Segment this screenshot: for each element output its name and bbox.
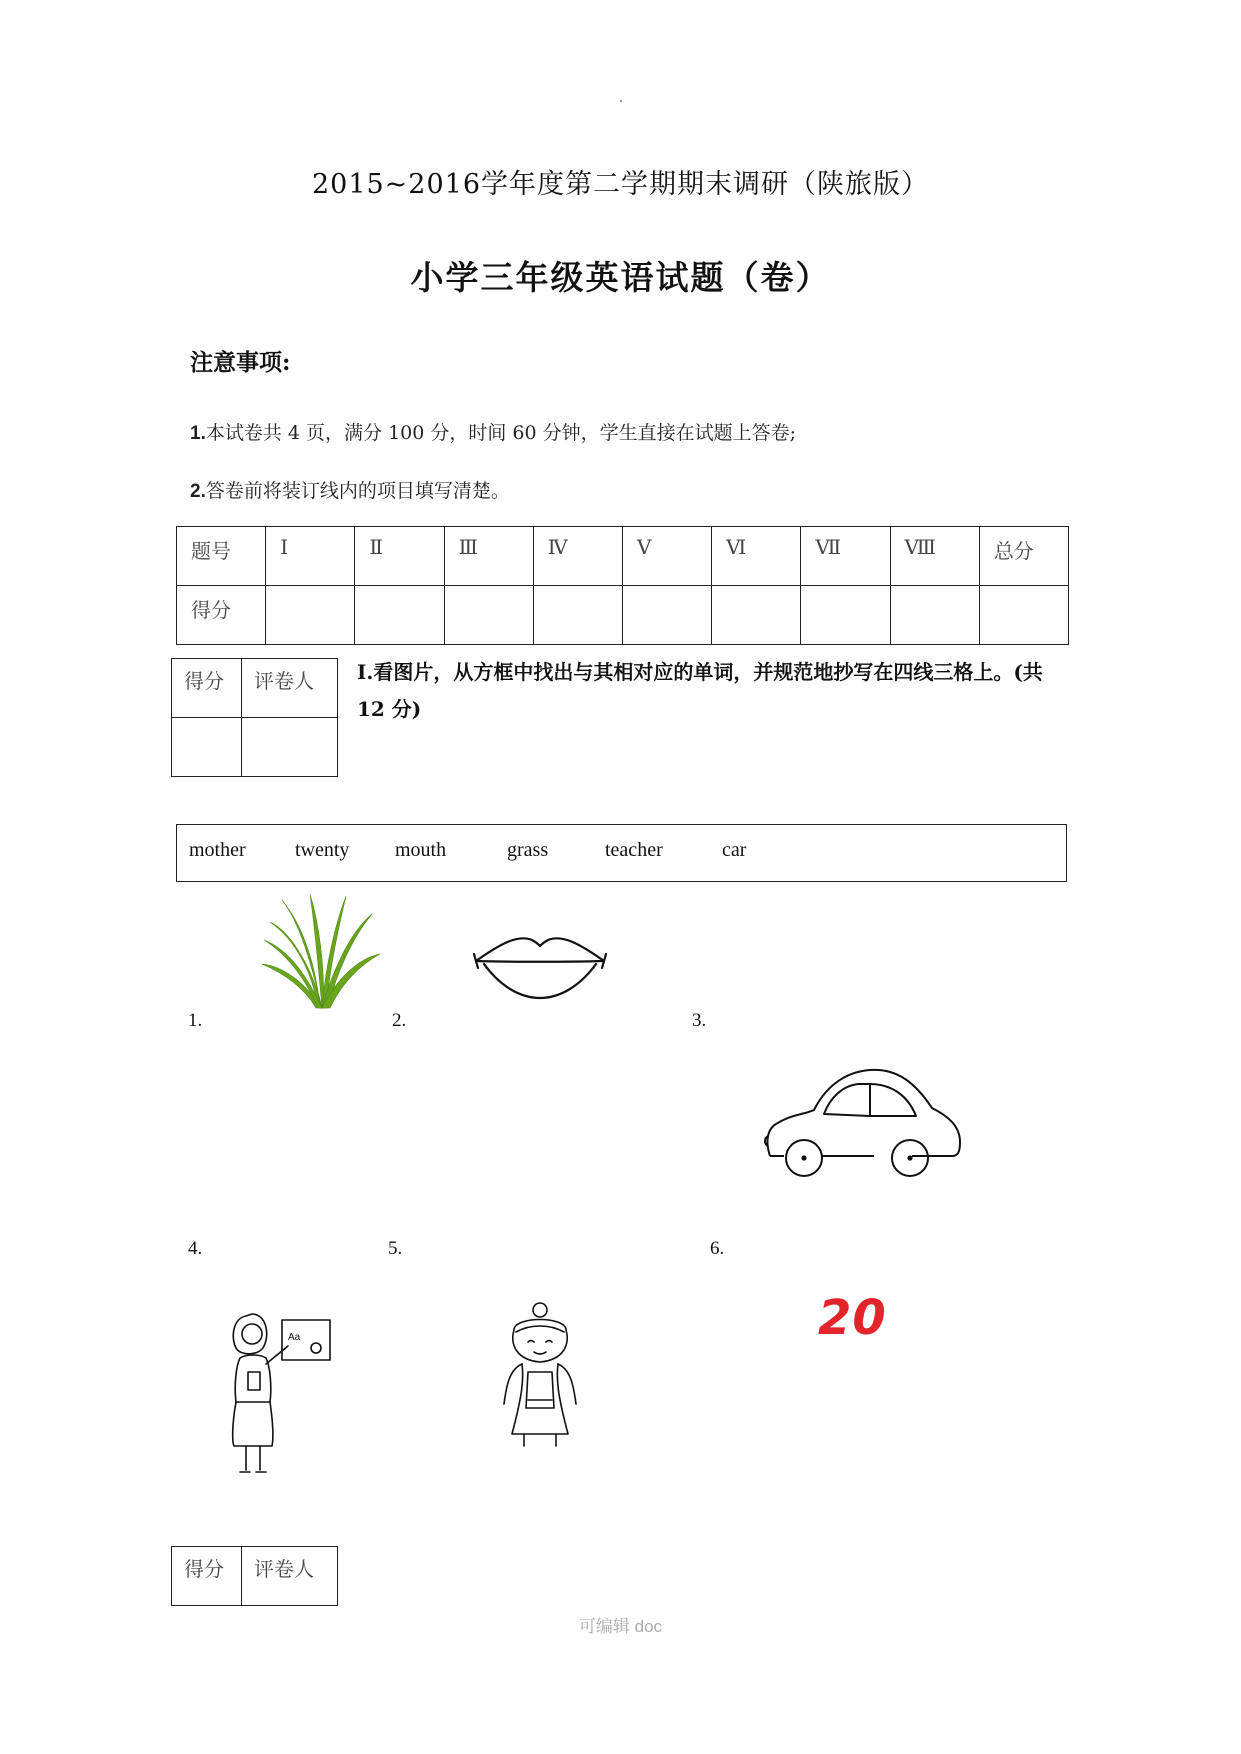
score-cell-input[interactable] <box>533 586 622 645</box>
score-table-cell: Ⅶ <box>801 527 890 586</box>
notice-item-1 <box>190 418 796 445</box>
grader-box-2 <box>171 1546 338 1606</box>
score-cell-input[interactable] <box>712 586 801 645</box>
word-car: car <box>722 839 747 861</box>
main-title: 小学三年级英语试题（卷） <box>410 258 831 297</box>
word-twenty: twenty <box>295 839 350 861</box>
twenty-number: 20 <box>818 1290 887 1346</box>
grader-name-label: 评卷人 <box>242 659 338 718</box>
mouth-picture <box>470 926 610 1006</box>
item-number-3: 3. <box>692 1010 707 1031</box>
notice-heading: 注意事项: <box>190 349 291 376</box>
notice-item-1-text: 本试卷共 4 页，满分 100 分，时间 60 分钟，学生直接在试题上答卷; <box>205 422 797 444</box>
notice-item-1-num: 1. <box>190 423 206 444</box>
score-table-cell: Ⅷ <box>890 527 979 586</box>
item-number-4: 4. <box>188 1238 203 1259</box>
year-title: 2015~2016学年度第二学期期末调研（陕旅版） <box>311 169 930 200</box>
word-mouth: mouth <box>395 839 447 861</box>
page-dot <box>620 100 622 102</box>
mother-picture <box>494 1300 590 1452</box>
item-number-1: 1. <box>188 1010 203 1031</box>
grader-score-label: 得分 <box>172 659 242 718</box>
score-cell-input[interactable] <box>801 586 890 645</box>
score-cell-input[interactable] <box>266 586 355 645</box>
word-grass: grass <box>507 839 549 861</box>
item-number-6: 6. <box>710 1238 725 1259</box>
score-table-cell: Ⅴ <box>622 527 711 586</box>
grader-score-label: 得分 <box>172 1547 242 1606</box>
score-cell-input[interactable] <box>979 586 1068 645</box>
score-cell-input[interactable] <box>890 586 979 645</box>
item-number-5: 5. <box>388 1238 403 1259</box>
score-table-row-label: 得分 <box>177 586 266 645</box>
score-table-cell: Ⅱ <box>355 527 444 586</box>
score-table-header-row <box>177 527 1069 586</box>
footer-text: 可编辑 doc <box>578 1617 663 1636</box>
section-1-title: Ⅰ.看图片，从方框中找出与其相对应的单词，并规范地抄写在四线三格上。(共 12 分) <box>357 660 1043 721</box>
grader-name-label: 评卷人 <box>242 1547 338 1606</box>
item-number-2: 2. <box>392 1010 407 1031</box>
grader-box-1 <box>171 658 338 777</box>
score-table-cell: Ⅲ <box>444 527 533 586</box>
notice-item-2-text: 答卷前将装订线内的项目填写清楚。 <box>205 480 510 502</box>
notice-item-2 <box>190 476 510 503</box>
teacher-picture <box>226 1306 338 1482</box>
score-cell-input[interactable] <box>355 586 444 645</box>
svg-text:Aa: Aa <box>288 1332 301 1343</box>
grader-name-input[interactable] <box>242 718 338 777</box>
score-table-cell: 总分 <box>979 527 1068 586</box>
word-box <box>176 824 1067 882</box>
score-cell-input[interactable] <box>622 586 711 645</box>
car-picture <box>762 1064 968 1180</box>
score-cell-input[interactable] <box>444 586 533 645</box>
twenty-picture <box>818 1290 908 1346</box>
score-table-score-row <box>177 586 1069 645</box>
grader-score-input[interactable] <box>172 718 242 777</box>
score-table <box>176 526 1069 645</box>
score-table-cell: Ⅳ <box>533 527 622 586</box>
score-table-cell: Ⅰ <box>266 527 355 586</box>
word-teacher: teacher <box>605 839 663 861</box>
score-table-cell: Ⅵ <box>712 527 801 586</box>
notice-item-2-num: 2. <box>190 481 206 502</box>
score-table-cell: 题号 <box>177 527 266 586</box>
grass-picture <box>262 892 382 1010</box>
word-mother: mother <box>189 839 246 861</box>
